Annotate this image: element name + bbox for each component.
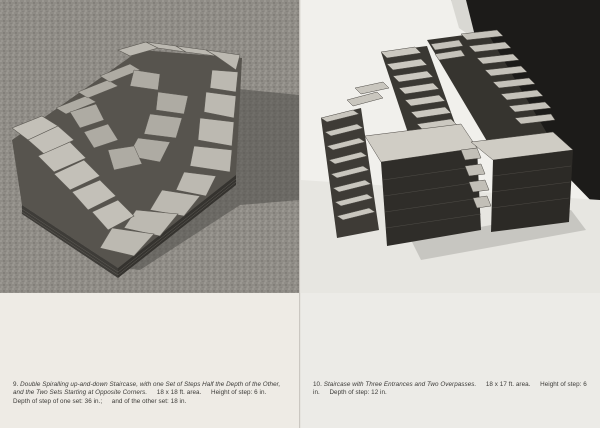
caption-10 xyxy=(313,381,591,398)
staircase-9-illustration xyxy=(0,0,299,293)
caption-10-depth: Depth of step: 12 in. xyxy=(329,389,387,397)
caption-9-depth-one: Depth of step of one set: 36 in.; xyxy=(13,397,103,405)
caption-10-number: 10. xyxy=(313,381,322,388)
caption-10-height: Height of step: 6 in. xyxy=(313,381,587,397)
caption-10-title: Staircase with Three Entrances and Two Overpasses. xyxy=(323,381,477,388)
caption-9-area: 18 x 18 ft. area. xyxy=(156,389,202,397)
caption-9-depth-other: and of the other set: 18 in. xyxy=(111,397,187,405)
caption-9-title: Double Spiralling up-and-down Staircase, with one Set of Steps Half the Depth of the Other, and the Two Sets Starting at Opposite Corners. xyxy=(13,381,281,397)
caption-9-number: 9. xyxy=(13,381,19,388)
staircase-10-illustration xyxy=(301,0,600,293)
caption-9 xyxy=(13,381,289,406)
left-page xyxy=(0,0,299,428)
right-page xyxy=(301,0,600,428)
photo-staircase-10 xyxy=(301,0,600,293)
photo-staircase-9 xyxy=(0,0,299,293)
caption-9-height: Height of step: 6 in. xyxy=(211,389,267,397)
caption-10-area: 18 x 17 ft. area. xyxy=(485,381,531,388)
